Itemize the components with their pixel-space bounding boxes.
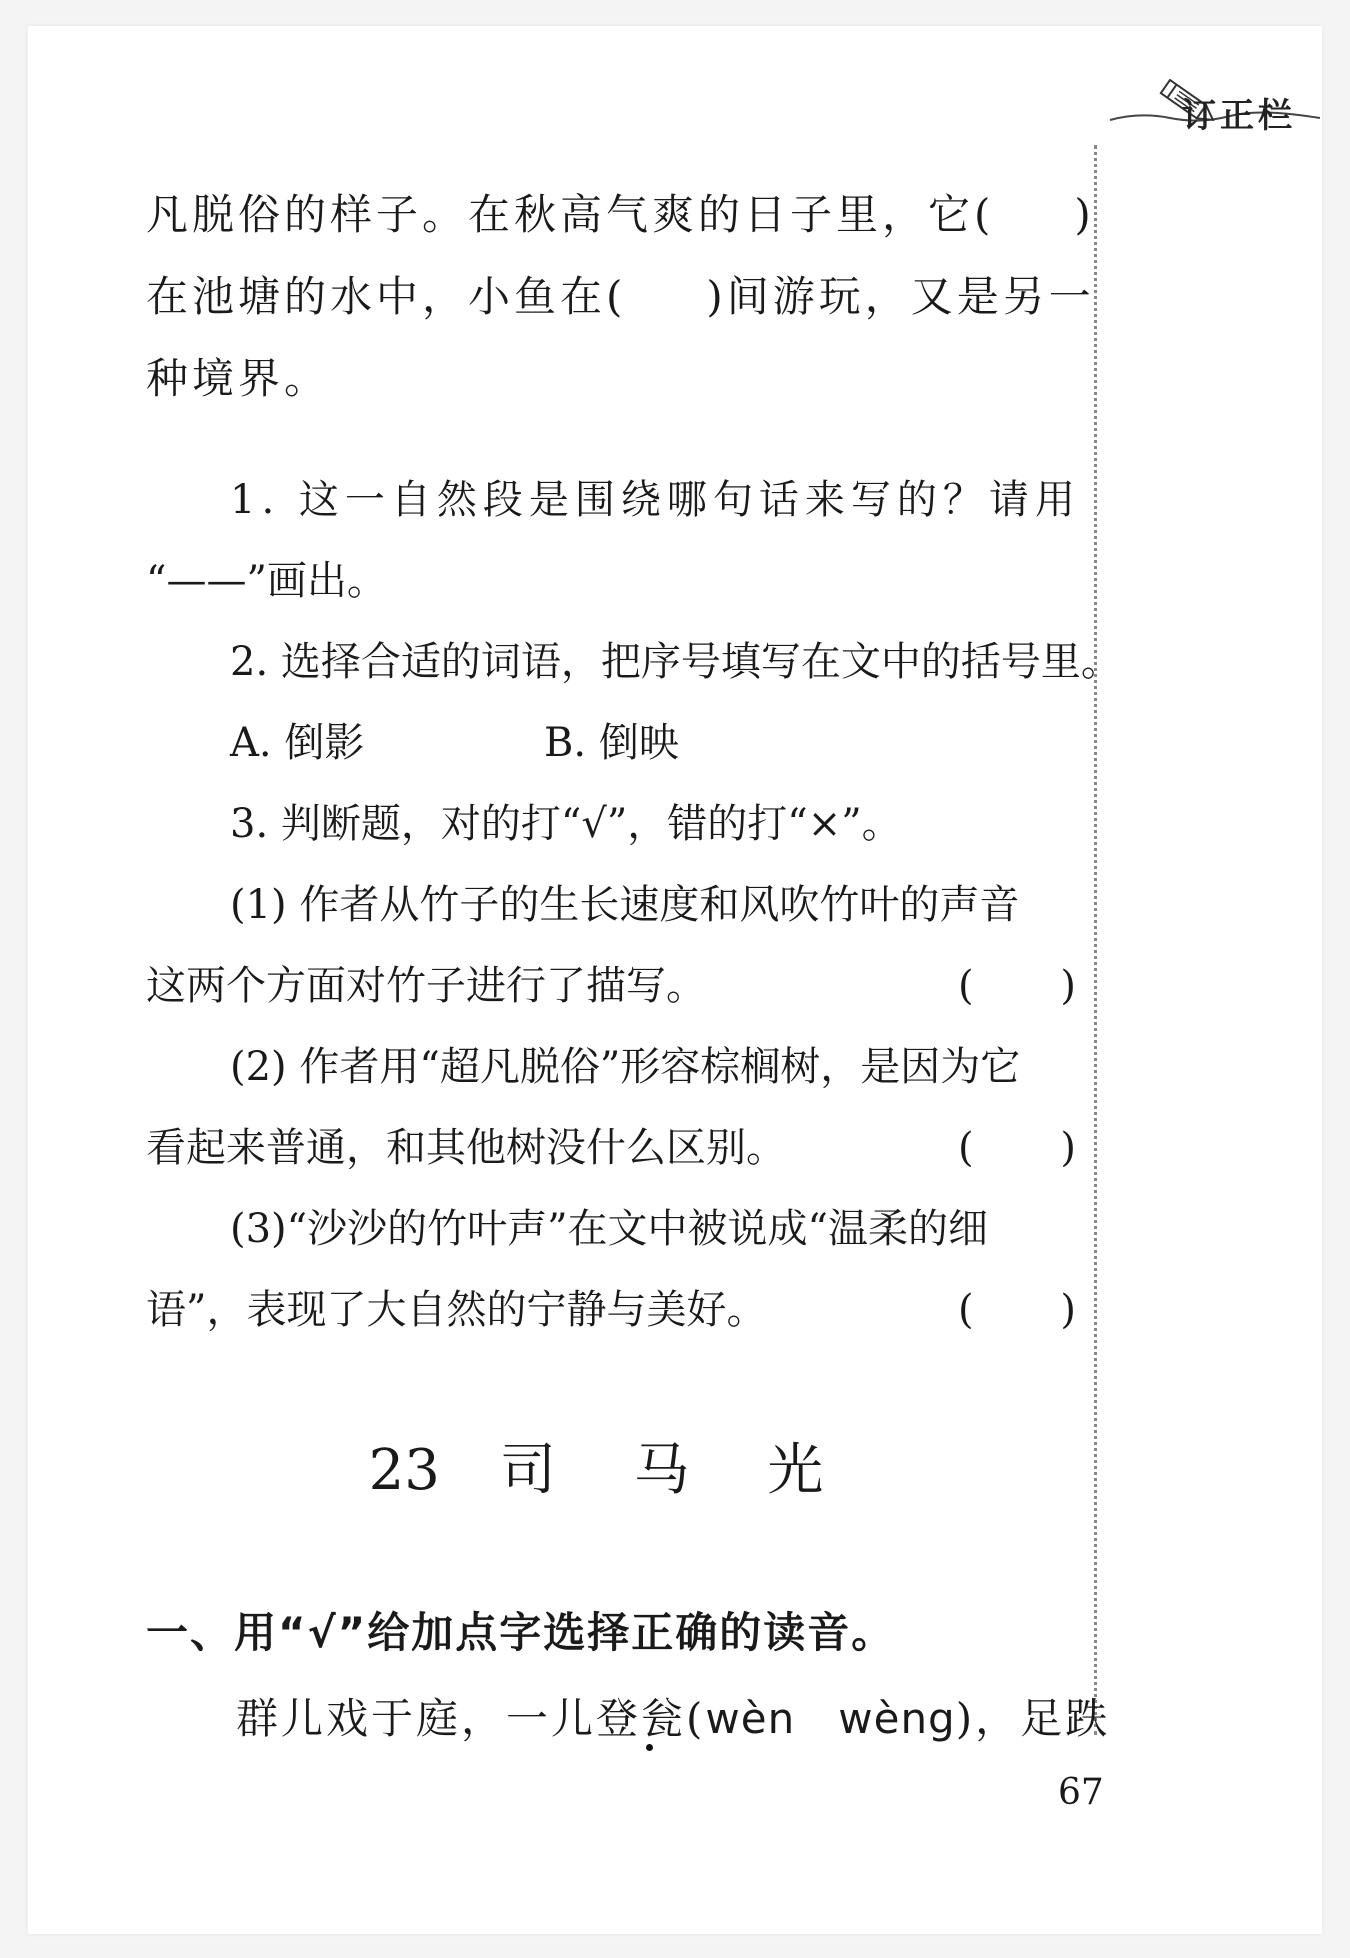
lesson-name: 司 马 光: [499, 1438, 854, 1503]
section-1-heading: 一、用“√”给加点字选择正确的读音。: [146, 1608, 896, 1657]
questions: [146, 460, 1121, 1351]
lesson-number: 23: [368, 1438, 440, 1503]
paren-close: ): [1060, 963, 1076, 1009]
paren-close: ): [1060, 1287, 1076, 1333]
section-1-text-end: )，足跌: [955, 1694, 1111, 1743]
statement-2-row: [146, 1108, 1076, 1189]
statement-3-cont: 语”，表现了大自然的宁静与美好。: [146, 1287, 767, 1333]
paren-open: (: [958, 963, 974, 1009]
statement-1-row: [146, 946, 1076, 1027]
pinyin-options[interactable]: wèn wèng: [705, 1694, 956, 1743]
passage: [146, 174, 1095, 420]
section-1-text: [236, 1686, 1111, 1746]
question-2: 2. 选择合适的词语，把序号填写在文中的括号里。: [230, 639, 1121, 685]
paren-open: (: [958, 1287, 974, 1333]
passage-line-2-text: 在池塘的水中，小鱼在(: [146, 272, 627, 321]
statement-2: (2) 作者用“超凡脱俗”形容棕榈树，是因为它: [230, 1044, 1021, 1090]
passage-line-2: [146, 256, 1095, 338]
option-b: B. 倒映: [544, 720, 679, 766]
option-a: A. 倒影: [230, 720, 365, 766]
question-1-cont: “——”画出。: [146, 558, 387, 604]
lesson-title: [146, 1426, 1076, 1506]
passage-line-3: 种境界。: [146, 354, 331, 403]
question-3: 3. 判断题，对的打“√”，错的打“×”。: [230, 801, 902, 847]
answer-paren-1[interactable]: [958, 946, 1076, 1027]
correction-divider: [1094, 145, 1097, 1735]
question-1: 1. 这一自然段是围绕哪句话来写的？请用: [230, 477, 1081, 523]
statement-2-cont: 看起来普通，和其他树没什么区别。: [146, 1125, 786, 1171]
passage-line-1-text: 凡脱俗的样子。在秋高气爽的日子里，它(: [146, 190, 995, 239]
answer-paren-2[interactable]: [958, 1108, 1076, 1189]
page-number: 67: [1058, 1772, 1104, 1813]
question-2-options: [146, 703, 1076, 784]
passage-line-1-end: ): [1074, 190, 1095, 239]
passage-line-2-end: )间游玩，又是另一: [706, 272, 1095, 321]
answer-paren-3[interactable]: [958, 1270, 1076, 1351]
paren-close: ): [1060, 1125, 1076, 1171]
paren-open: (: [958, 1125, 974, 1171]
statement-1-cont: 这两个方面对竹子进行了描写。: [146, 963, 706, 1009]
correction-column-title: 订正栏: [1182, 96, 1296, 136]
statement-1: (1) 作者从竹子的生长速度和风吹竹叶的声音: [230, 882, 1020, 928]
statement-3: (3)“沙沙的竹叶声”在文中被说成“温柔的细: [230, 1206, 989, 1252]
passage-line-1: [146, 174, 1095, 256]
section-1-text-start: 群儿戏于庭，一儿登瓮(: [236, 1694, 706, 1743]
emphasis-dot: [646, 1744, 653, 1751]
statement-3-row: [146, 1270, 1076, 1351]
